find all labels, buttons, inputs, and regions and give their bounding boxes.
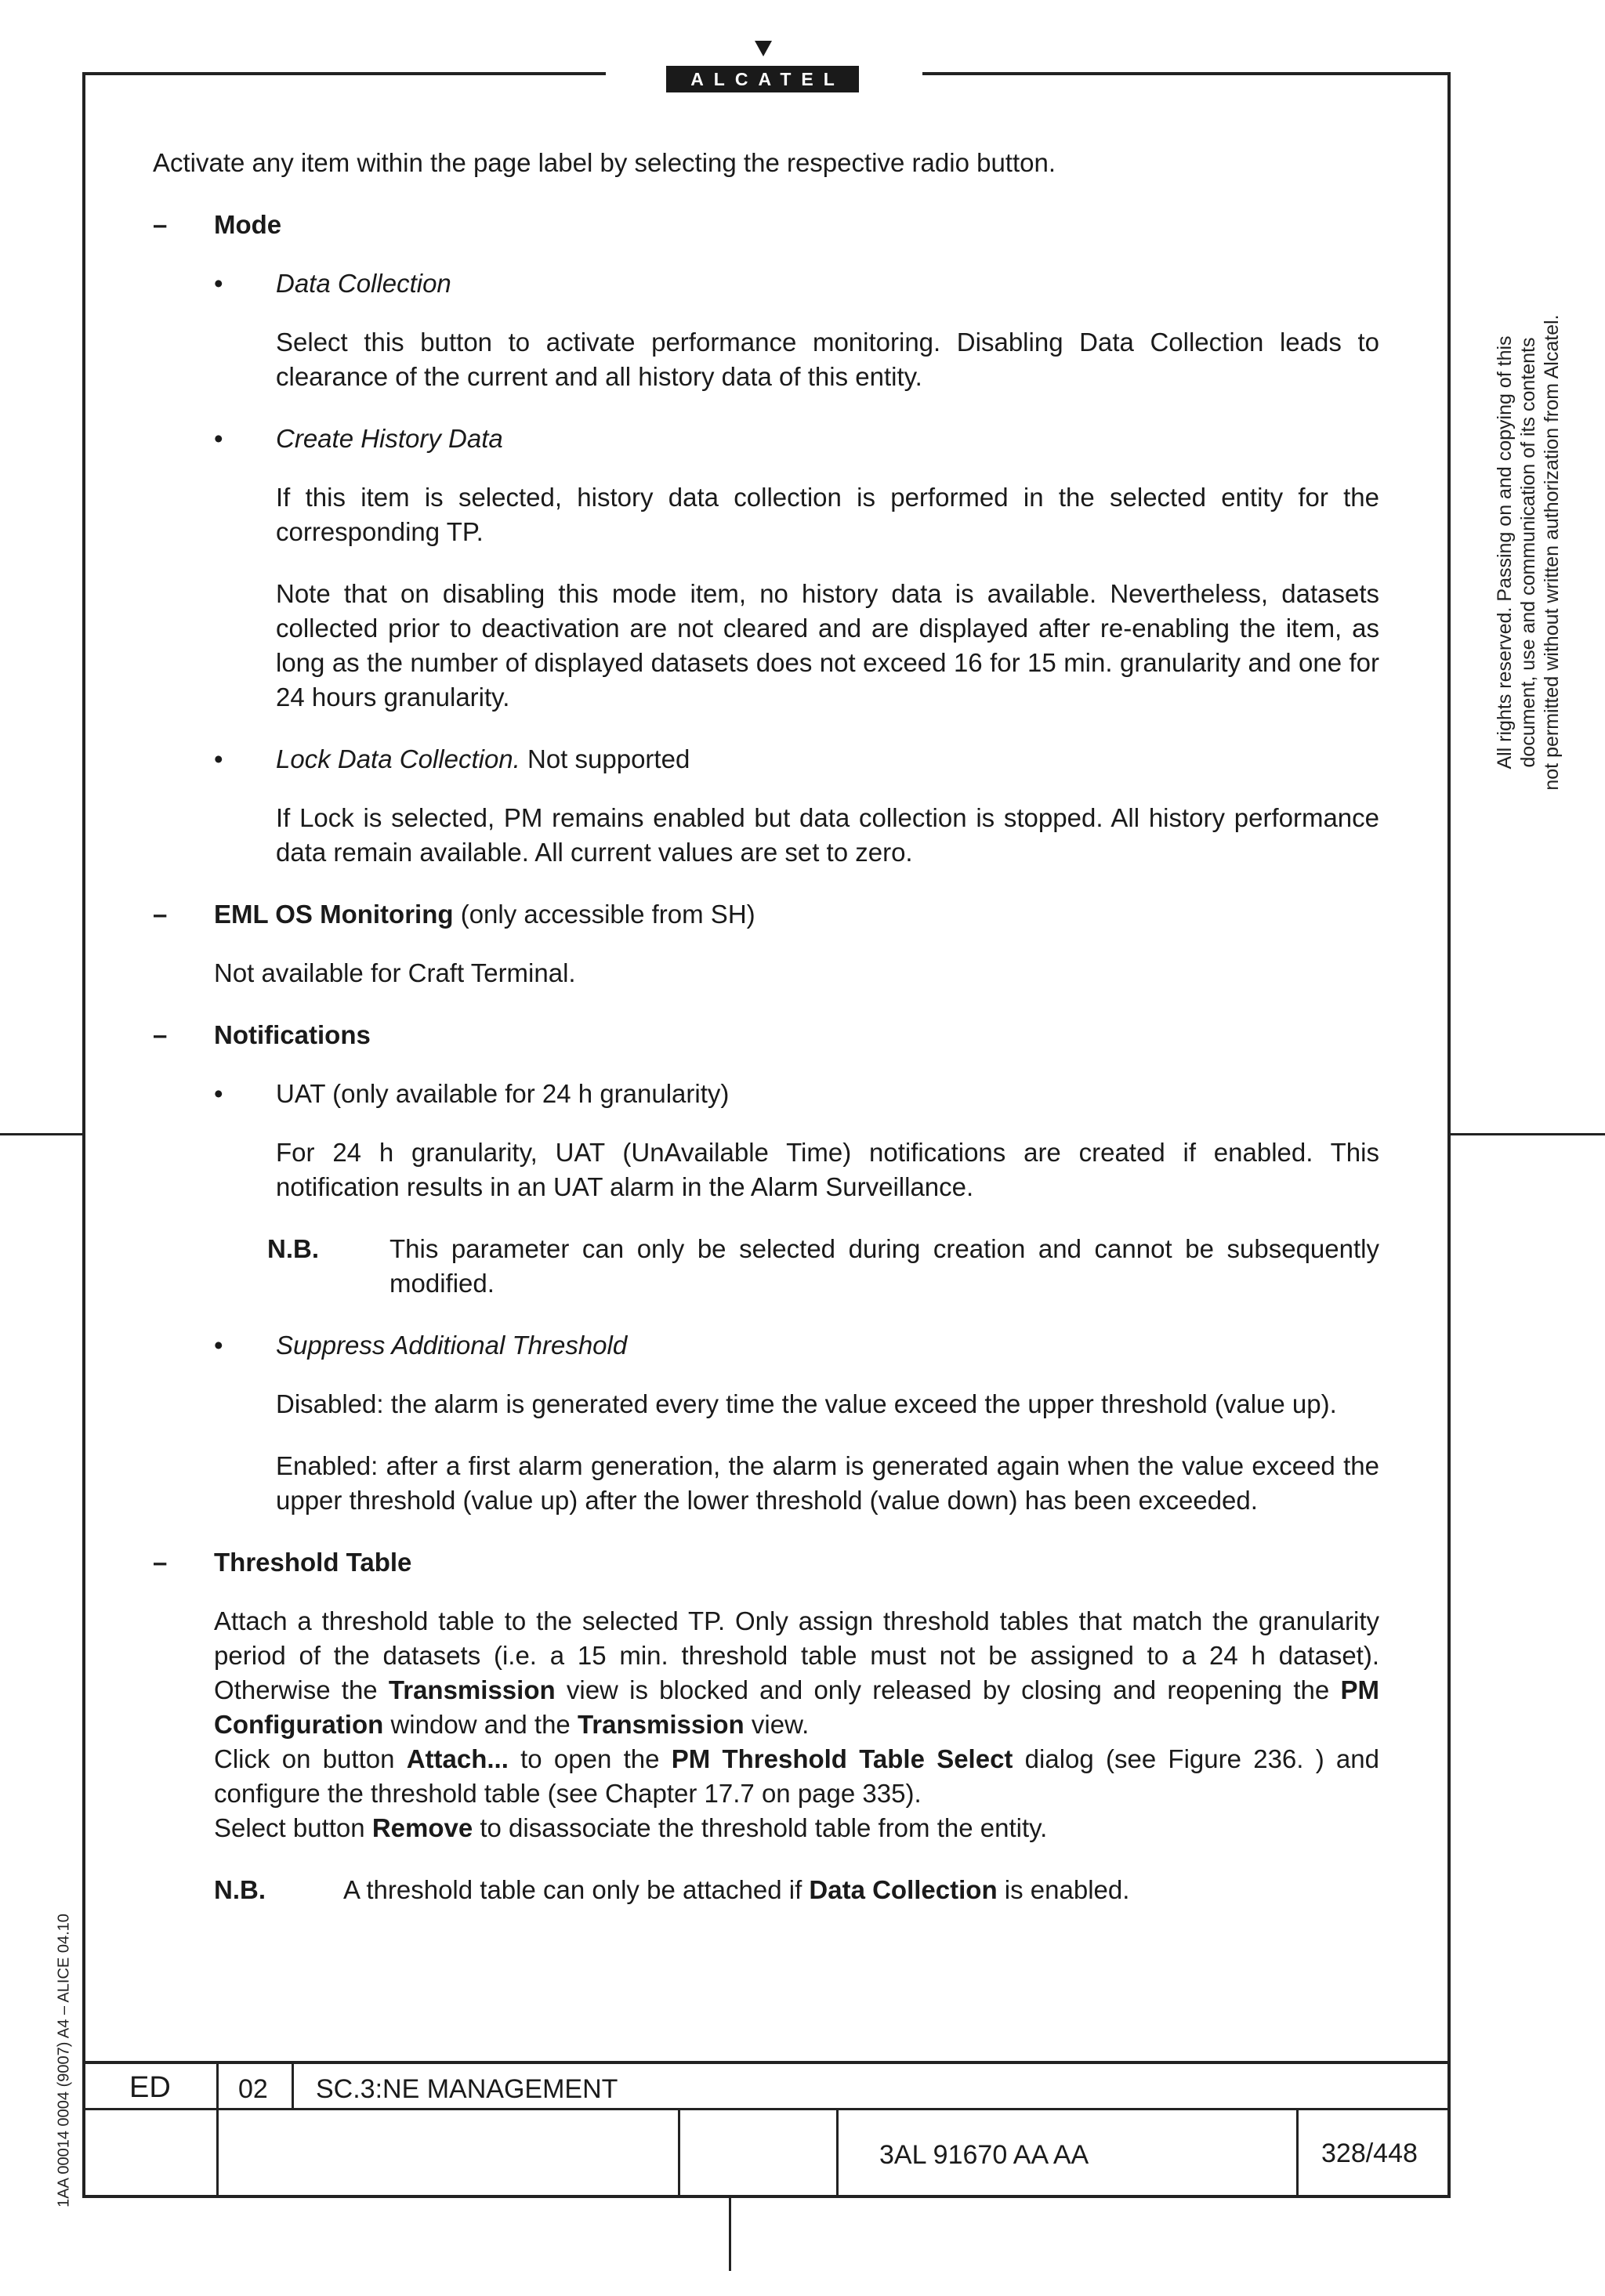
uat-text: For 24 h granularity, UAT (UnAvailable Time) notifications are created if enabled. This notification results in an UAT alarm in the Alarm Surveillance. [276,1138,1379,1201]
footer-divider [1296,2108,1299,2198]
threshold-term: Transmission [388,1675,556,1704]
footer-ed-value: 02 [238,2074,268,2104]
dash-marker: – [153,1548,168,1577]
section-heading: Mode [214,210,282,239]
bullet-marker: • [214,269,223,298]
item-title: Lock Data Collection. [276,744,520,773]
copyright-line: All rights reserved. Passing on and copying of this [1494,335,1516,770]
intro-paragraph: Activate any item within the page label by selecting the respective radio button. [153,148,1056,177]
item-title: UAT (only available for 24 h granularity) [276,1079,730,1108]
dash-marker: – [153,1020,168,1049]
bullet-marker: • [214,1331,223,1360]
footer-doc-number: 3AL 91670 AA AA [879,2140,1089,2170]
threshold-text: to disassociate the threshold table from the entity. [473,1813,1048,1842]
logo-arrow-icon [755,41,772,56]
item-title: Create History Data [276,424,503,453]
fold-mark-bottom [729,2198,731,2271]
item-create-history [153,422,1379,456]
item-title: Suppress Additional Threshold [276,1331,628,1360]
footer-divider [836,2108,839,2198]
footer-section: SC.3:NE MANAGEMENT [316,2074,618,2104]
threshold-text: Attach a threshold table to the selected TP. Only assign threshold tables that match the granularity period of the datasets (i.e. a 15 min. threshold table must not be assigned to a 24 h dataset). Otherwise the [214,1606,1379,1704]
item-data-collection [153,266,1379,301]
data-collection-text: Select this button to activate performance monitoring. Disabling Data Collection leads to clearance of the current and all history data of this entity. [276,328,1379,391]
bullet-marker: • [214,424,223,453]
threshold-note [153,1873,1379,1907]
threshold-term: Attach... [406,1744,509,1773]
document-code: 1AA 00014 0004 (9007) A4 – ALICE 04.10 [55,1914,73,2207]
create-history-text-1: If this item is selected, history data collection is performed in the selected entity for the corresponding TP. [276,483,1379,546]
section-heading: EML OS Monitoring [214,900,454,929]
item-suppress-additional-threshold [153,1328,1379,1363]
footer-divider [216,2061,219,2198]
fold-mark-left [0,1133,82,1135]
threshold-text: view is blocked and only released by closing and reopening the [555,1675,1341,1704]
note-label: N.B. [267,1234,319,1263]
suppress-enabled-text: Enabled: after a first alarm generation, the alarm is generated again when the value exceed the upper threshold (value up) after the lower threshold (value down) has been exceeded. [276,1451,1379,1515]
item-suffix: Not supported [520,744,690,773]
threshold-text: Select button [214,1813,372,1842]
frame-top-rule-left [82,72,606,75]
item-lock-data-collection [153,742,1379,777]
footer-divider [678,2108,680,2198]
footer-rule-bottom [82,2195,1451,2198]
bullet-marker: • [214,744,223,773]
frame-top-rule-right [922,72,1451,75]
copyright-line: not permitted without written authorization from Alcatel. [1541,314,1563,791]
dash-marker: – [153,900,168,929]
note-label: N.B. [214,1875,266,1904]
threshold-term: Transmission [577,1710,745,1739]
eml-text: Not available for Craft Terminal. [214,958,576,987]
note-text-part: is enabled. [997,1875,1130,1904]
uat-note [153,1232,1379,1301]
frame-left-rule [82,72,85,2198]
footer-rule-top [82,2061,1451,2064]
threshold-text: dialog (see Figure 236. ) and configure the threshold table (see Chapter 17.7 on page 335). [214,1744,1379,1808]
threshold-text: to open the [508,1744,672,1773]
lock-text: If Lock is selected, PM remains enabled but data collection is stopped. All history performance data remain available. All current values are set to zero. [276,803,1379,867]
note-text: This parameter can only be selected during creation and cannot be subsequently modified. [389,1234,1379,1298]
item-title: Data Collection [276,269,451,298]
threshold-text: window and the [383,1710,578,1739]
footer-divider [292,2061,294,2109]
fold-mark-right [1451,1133,1605,1135]
threshold-term: PM Threshold Table Select [671,1744,1013,1773]
copyright-line: document, use and communication of its contents [1517,337,1539,768]
item-uat [153,1077,1379,1111]
note-text-part: A threshold table can only be attached if [343,1875,810,1904]
section-notifications [153,1018,1379,1052]
footer-ed-label: ED [129,2071,171,2104]
threshold-text: view. [744,1710,810,1739]
threshold-description [214,1604,1379,1845]
threshold-text: Click on button [214,1744,407,1773]
document-body [153,146,1379,1935]
section-eml-os-monitoring [153,897,1379,932]
section-heading: Notifications [214,1020,371,1049]
threshold-remove-line [214,1811,1379,1845]
suppress-disabled-text: Disabled: the alarm is generated every time the value exceed the upper threshold (value up). [276,1389,1337,1418]
threshold-term: Remove [371,1813,473,1842]
bullet-marker: • [214,1079,223,1108]
section-suffix: (only accessible from SH) [453,900,755,929]
copyright-notice [1493,278,1563,827]
note-text [343,1873,1379,1907]
create-history-text-2: Note that on disabling this mode item, no history data is available. Nevertheless, datasets collected prior to deactivation are not cleared and are displayed after re-enabling the item, as long as the number of displayed datasets does not exceed 16 for 15 min. granularity and one for 24 hours granularity. [276,579,1379,712]
dash-marker: – [153,210,168,239]
footer-rule-middle [82,2108,1451,2110]
section-mode [153,208,1379,242]
threshold-term: PM Configuration [214,1675,1379,1739]
section-threshold-table [153,1545,1379,1580]
note-term: Data Collection [809,1875,998,1904]
threshold-attach-line [214,1742,1379,1811]
footer-page-number: 328/448 [1321,2138,1418,2168]
alcatel-logo: ALCATEL [666,66,859,92]
section-heading: Threshold Table [214,1548,412,1577]
